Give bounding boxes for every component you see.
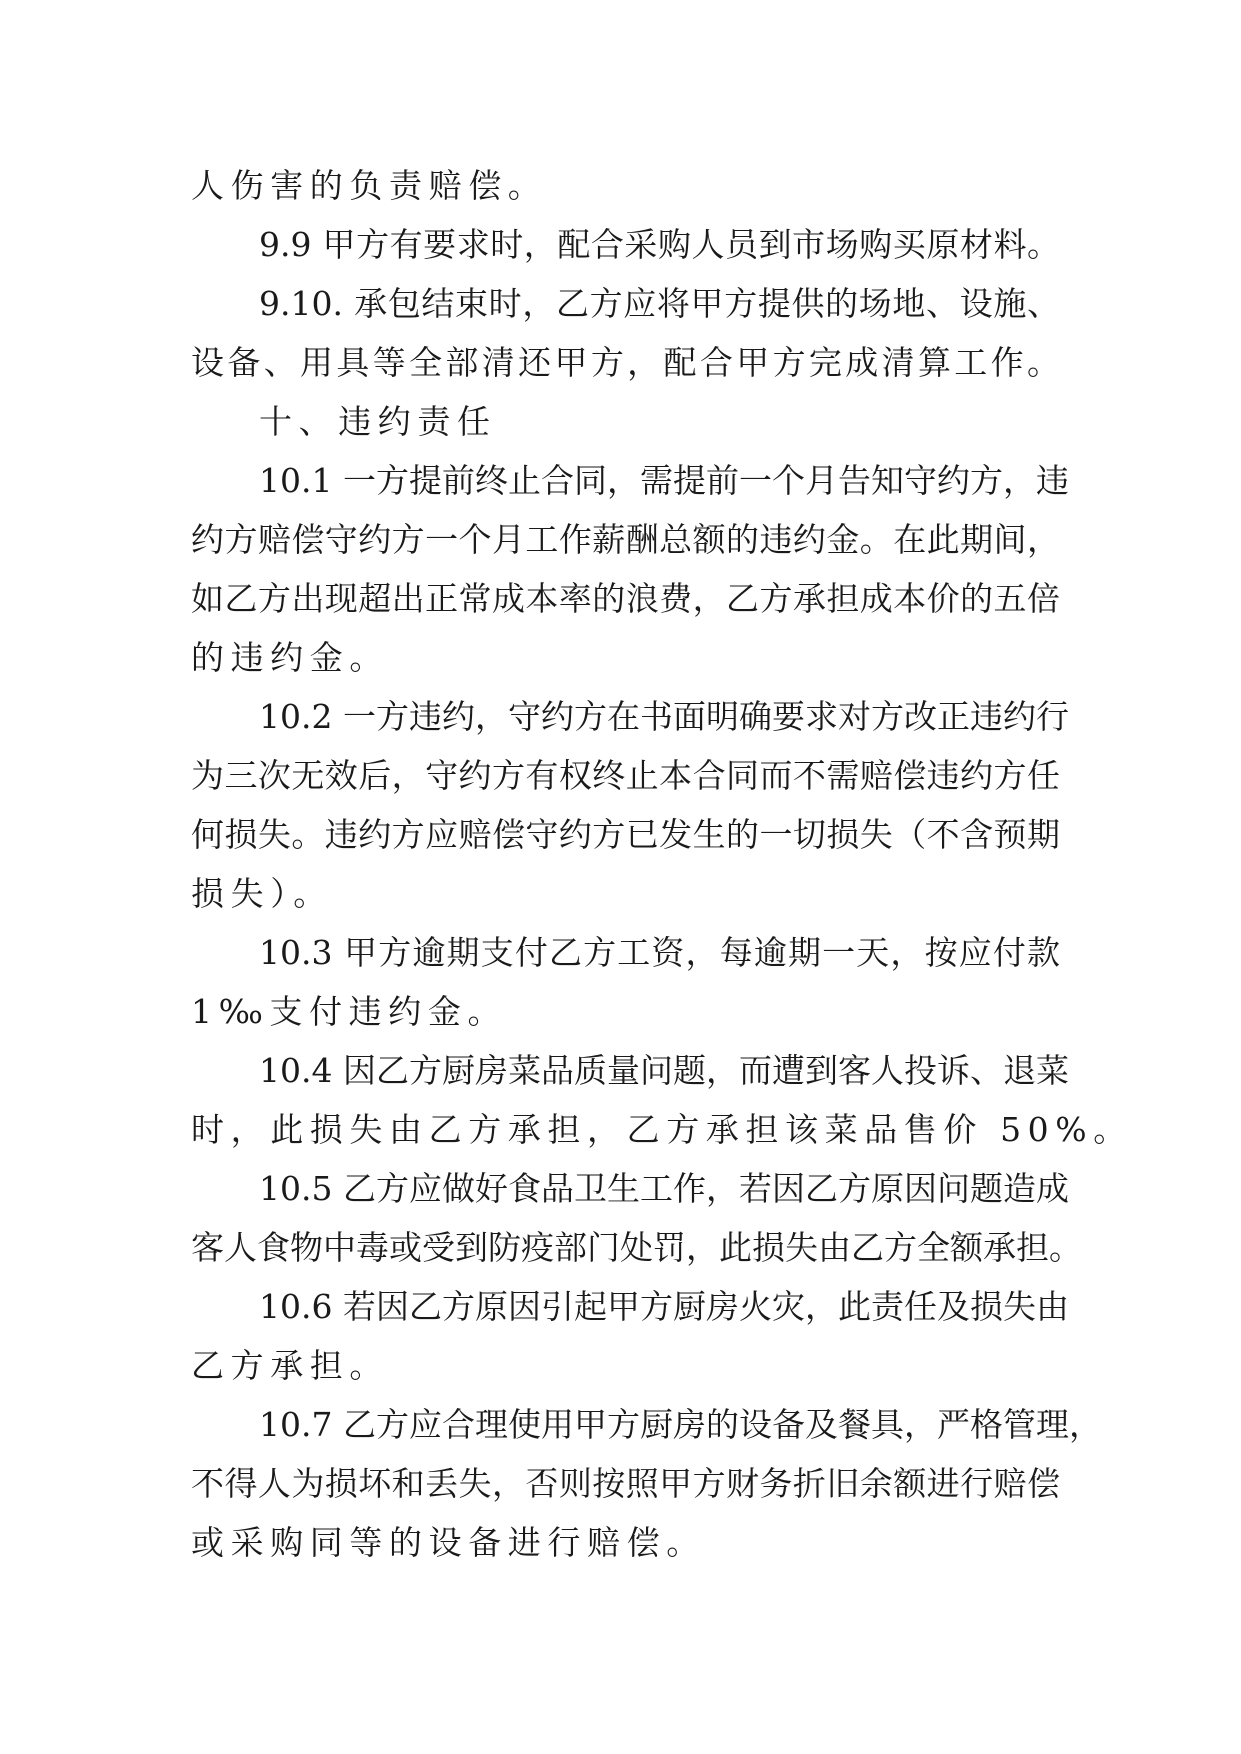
document-line: 9.9 甲方有要求时，配合采购人员到市场购买原材料。 <box>259 225 1060 264</box>
document-line: 为三次无效后，守约方有权终止本合同而不需赔偿违约方任 <box>191 756 1060 795</box>
document-line: 10.6 若因乙方原因引起甲方厨房火灾，此责任及损失由 <box>259 1287 1069 1326</box>
document-line: 乙方承担。 <box>191 1346 389 1385</box>
document-line: 如乙方出现超出正常成本率的浪费，乙方承担成本价的五倍 <box>191 579 1060 618</box>
document-line: 不得人为损坏和丢失，否则按照甲方财务折旧余额进行赔偿 <box>191 1464 1060 1503</box>
document-line: 十、违约责任 <box>259 402 497 441</box>
document-line: 10.5 乙方应做好食品卫生工作，若因乙方原因问题造成 <box>259 1169 1069 1208</box>
document-line: 的违约金。 <box>191 638 389 677</box>
document-line: 1‰支付违约金。 <box>191 992 508 1031</box>
document-line: 10.2 一方违约，守约方在书面明确要求对方改正违约行 <box>259 697 1069 736</box>
document-line: 9.10. 承包结束时，乙方应将甲方提供的场地、设施、 <box>259 284 1060 323</box>
document-line: 设备、用具等全部清还甲方，配合甲方完成清算工作。 <box>191 343 1060 382</box>
document-line: 约方赔偿守约方一个月工作薪酬总额的违约金。在此期间， <box>191 520 1060 559</box>
document-line: 客人食物中毒或受到防疫部门处罚，此损失由乙方全额承担。 <box>191 1228 1082 1267</box>
document-line: 10.3 甲方逾期支付乙方工资，每逾期一天，按应付款 <box>259 933 1060 972</box>
document-line: 10.7 乙方应合理使用甲方厨房的设备及餐具，严格管理， <box>259 1405 1102 1444</box>
document-line: 损失）。 <box>191 874 333 913</box>
document-body <box>191 156 1133 1572</box>
document-line: 时，此损失由乙方承担，乙方承担该菜品售价 50%。 <box>191 1110 1133 1149</box>
document-line: 10.1 一方提前终止合同，需提前一个月告知守约方，违 <box>259 461 1069 500</box>
document-line: 何损失。违约方应赔偿守约方已发生的一切损失（不含预期 <box>191 815 1060 854</box>
document-line: 10.4 因乙方厨房菜品质量问题，而遭到客人投诉、退菜 <box>259 1051 1069 1090</box>
document-line: 或采购同等的设备进行赔偿。 <box>191 1523 706 1562</box>
document-line: 人伤害的负责赔偿。 <box>191 166 548 205</box>
